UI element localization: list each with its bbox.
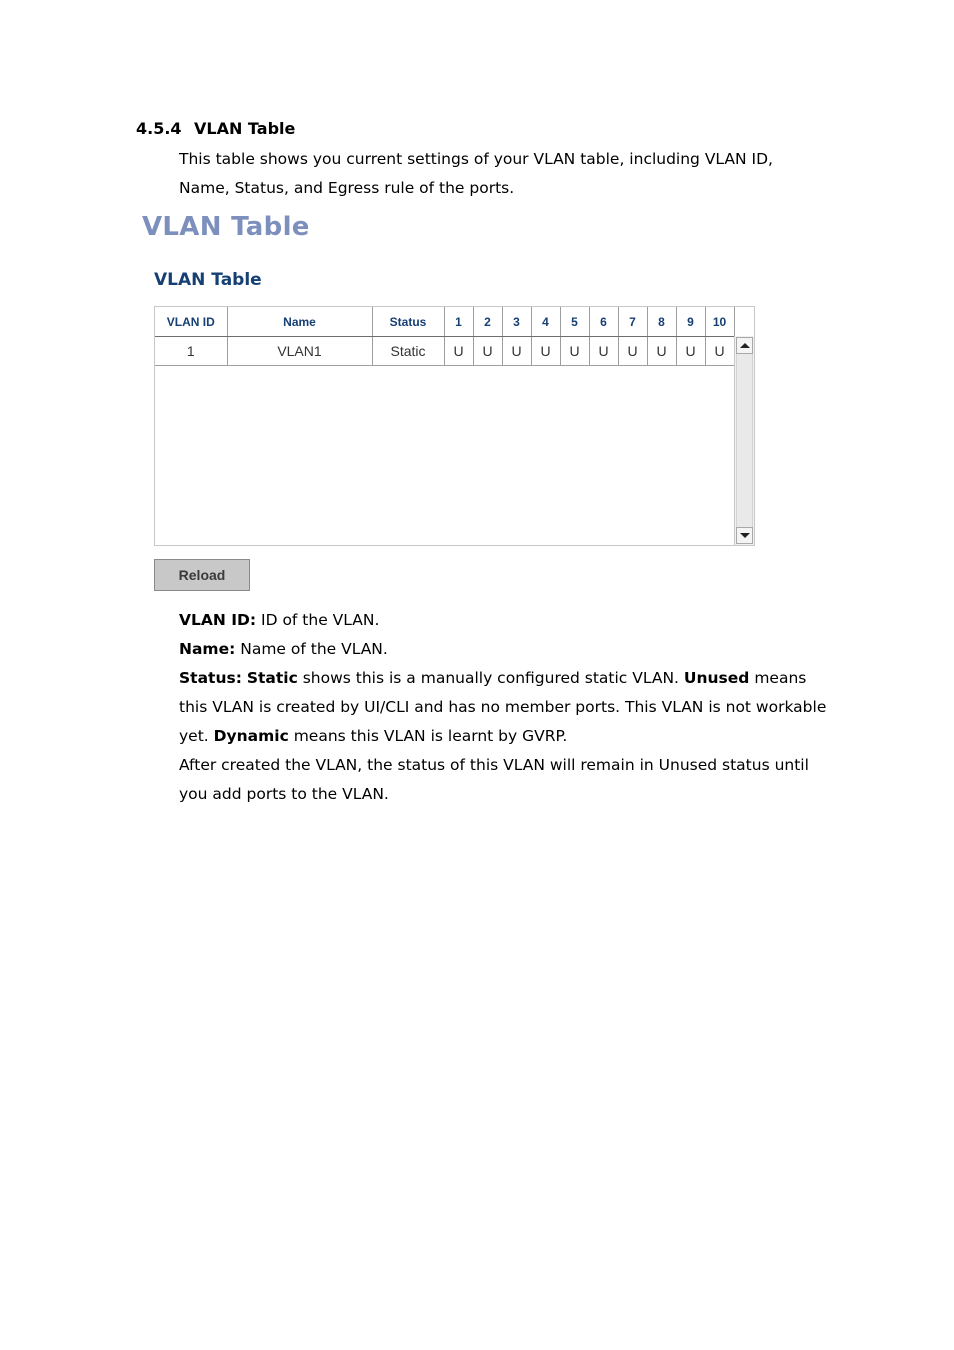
term-dynamic: Dynamic: [213, 727, 289, 745]
header-port-7: 7: [618, 307, 647, 336]
section-heading: [136, 119, 295, 138]
desc-vlan-id: ID of the VLAN.: [256, 611, 380, 629]
desc-dynamic: means this VLAN is learnt by GVRP.: [288, 727, 568, 745]
vlan-table: [155, 307, 735, 366]
header-status: Status: [372, 307, 444, 336]
arrow-up-icon: [740, 343, 750, 348]
definition-status: [179, 664, 829, 751]
header-name: Name: [227, 307, 372, 336]
cell-port-9: U: [676, 336, 705, 365]
sub-title: VLAN Table: [154, 270, 262, 290]
cell-port-3: U: [502, 336, 531, 365]
header-port-4: 4: [531, 307, 560, 336]
section-title: VLAN Table: [194, 119, 296, 138]
definition-vlan-id: [179, 606, 829, 635]
cell-port-10: U: [705, 336, 734, 365]
cell-port-2: U: [473, 336, 502, 365]
cell-port-4: U: [531, 336, 560, 365]
scroll-down-button[interactable]: [736, 527, 753, 544]
term-unused: Unused: [683, 669, 750, 687]
page-title: VLAN Table: [142, 212, 310, 242]
cell-name: VLAN1: [227, 336, 372, 365]
section-number: 4.5.4: [136, 119, 182, 138]
scroll-up-button[interactable]: [736, 337, 753, 354]
header-vlan-id: VLAN ID: [155, 307, 227, 336]
header-port-9: 9: [676, 307, 705, 336]
table-scrollbar[interactable]: [734, 336, 754, 545]
table-row[interactable]: [155, 336, 734, 365]
cell-vlan-id: 1: [155, 336, 227, 365]
table-header-row: [155, 307, 734, 336]
desc-static: shows this is a manually configured static VLAN.: [297, 669, 684, 687]
cell-status: Static: [372, 336, 444, 365]
header-port-3: 3: [502, 307, 531, 336]
header-port-8: 8: [647, 307, 676, 336]
term-vlan-id: VLAN ID:: [179, 611, 257, 629]
cell-port-1: U: [444, 336, 473, 365]
term-name: Name:: [179, 640, 236, 658]
intro-paragraph: This table shows you current settings of your VLAN table, including VLAN ID, Name, Status, and Egress rule of the ports.: [179, 150, 773, 197]
reload-button[interactable]: Reload: [154, 559, 250, 591]
desc-unused: means this VLAN is created by UI/CLI and has no member ports. This VLAN is not workable yet.: [179, 669, 827, 745]
header-port-6: 6: [589, 307, 618, 336]
cell-port-5: U: [560, 336, 589, 365]
definition-after: After created the VLAN, the status of this VLAN will remain in Unused status until you add ports to the VLAN.: [179, 756, 809, 803]
term-status: Status:: [179, 669, 242, 687]
header-port-2: 2: [473, 307, 502, 336]
desc-name: Name of the VLAN.: [235, 640, 388, 658]
header-port-5: 5: [560, 307, 589, 336]
cell-port-8: U: [647, 336, 676, 365]
scroll-track[interactable]: [736, 354, 753, 527]
definition-name: [179, 635, 829, 664]
vlan-table-panel: [154, 306, 755, 546]
header-port-10: 10: [705, 307, 734, 336]
definitions: [179, 606, 829, 809]
cell-port-6: U: [589, 336, 618, 365]
arrow-down-icon: [740, 533, 750, 538]
cell-port-7: U: [618, 336, 647, 365]
header-port-1: 1: [444, 307, 473, 336]
term-static: Static: [246, 669, 298, 687]
